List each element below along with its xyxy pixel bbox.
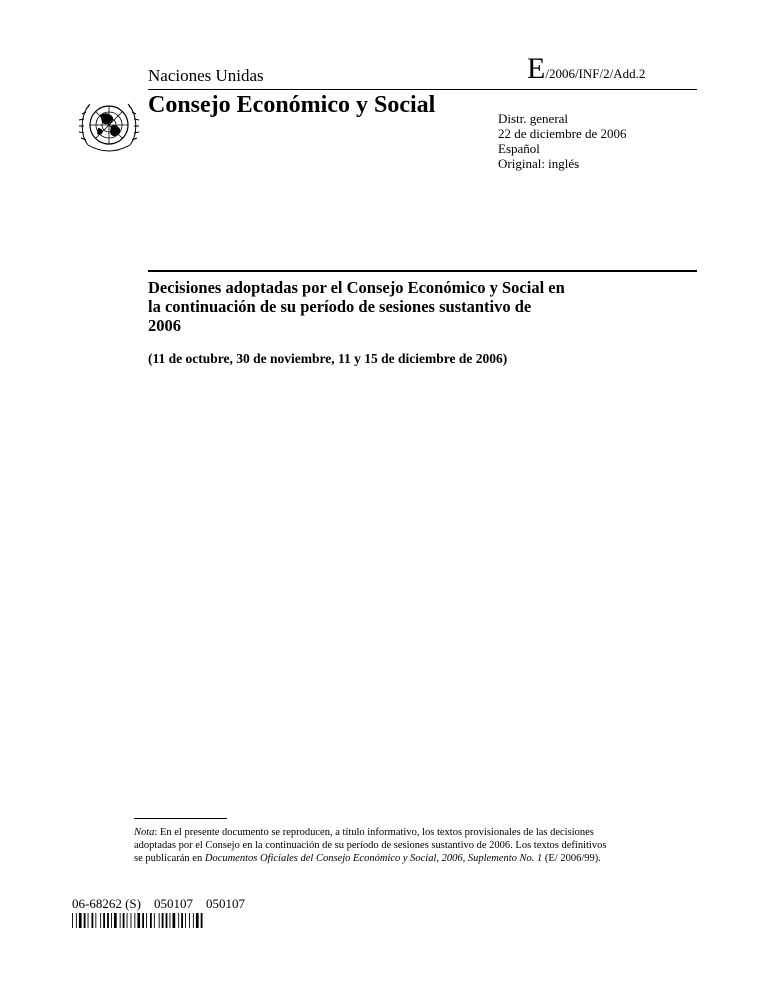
barcode-bar xyxy=(120,913,121,928)
barcode-bar xyxy=(154,913,155,928)
barcode-bar xyxy=(137,913,140,928)
barcode-bar xyxy=(166,913,168,928)
barcode-bar xyxy=(72,913,73,928)
barcode-bar xyxy=(142,913,144,928)
barcode-bar xyxy=(150,913,152,928)
barcode-bar xyxy=(100,913,101,928)
barcode-bar xyxy=(114,913,117,928)
barcode-bar xyxy=(103,913,105,928)
barcode-bar xyxy=(185,913,186,928)
barcode-bar xyxy=(146,913,147,928)
barcode-bar xyxy=(131,913,132,928)
footnote-publication: Documentos Oficiales del Consejo Económico y Social, 2006, Suplemento No. 1 xyxy=(204,853,543,864)
footnote xyxy=(134,826,614,865)
title-rule xyxy=(148,270,697,272)
barcode-bar xyxy=(123,913,125,928)
organization-name: Naciones Unidas xyxy=(148,66,264,85)
barcode-bar xyxy=(127,913,128,928)
distribution-type: Distr. general xyxy=(498,111,569,126)
symbol-rest: /2006/INF/2/Add.2 xyxy=(545,66,646,81)
barcode-bar xyxy=(170,913,171,928)
distribution-date: 22 de diciembre de 2006 xyxy=(498,126,627,141)
footnote-label: Nota xyxy=(134,827,155,838)
distribution-original: Original: inglés xyxy=(498,156,580,171)
barcode-bar xyxy=(84,913,86,928)
barcode-bar xyxy=(193,913,194,928)
un-emblem-icon xyxy=(78,95,140,157)
distribution-language: Español xyxy=(498,141,540,156)
barcode-bar xyxy=(173,913,176,928)
barcode-bar xyxy=(189,913,190,928)
document-symbol xyxy=(527,54,645,84)
barcode-bar xyxy=(201,913,203,928)
symbol-prefix: E xyxy=(527,52,546,85)
barcode-bar xyxy=(92,913,94,928)
barcode-bar xyxy=(196,913,199,928)
barcode-bar xyxy=(111,913,112,928)
barcode-bar xyxy=(95,913,96,928)
barcode-bar xyxy=(159,913,160,928)
document-title: Decisiones adoptadas por el Consejo Económico y Social en la continuación de su período de sesiones sustantivo de 2006 xyxy=(148,278,565,335)
footnote-text-1: : En el presente documento se reproducen, a título informativo, los textos provisionales de las decisiones adoptadas por el Consejo en la continuación de su período de sesiones sustantivo de 2006. Los textos definitivos se publicarán en xyxy=(134,827,607,864)
distribution-block xyxy=(498,111,627,171)
council-name: Consejo Económico y Social xyxy=(148,92,436,118)
barcode-bar xyxy=(162,913,164,928)
barcode-bar xyxy=(178,913,179,928)
document-dates: (11 de octubre, 30 de noviembre, 11 y 15 de diciembre de 2006) xyxy=(148,351,508,366)
barcode-bar xyxy=(76,913,77,928)
footnote-text-2: (E/ 2006/99). xyxy=(542,853,601,864)
job-number: 06-68262 (S) 050107 050107 xyxy=(72,896,245,911)
barcode-bar xyxy=(107,913,109,928)
barcode-icon xyxy=(72,913,203,928)
footnote-rule xyxy=(134,818,227,819)
header-rule xyxy=(148,89,697,90)
barcode-bar xyxy=(79,913,82,928)
barcode-bar xyxy=(134,913,135,928)
barcode-bar xyxy=(88,913,89,928)
barcode-bar xyxy=(181,913,183,928)
